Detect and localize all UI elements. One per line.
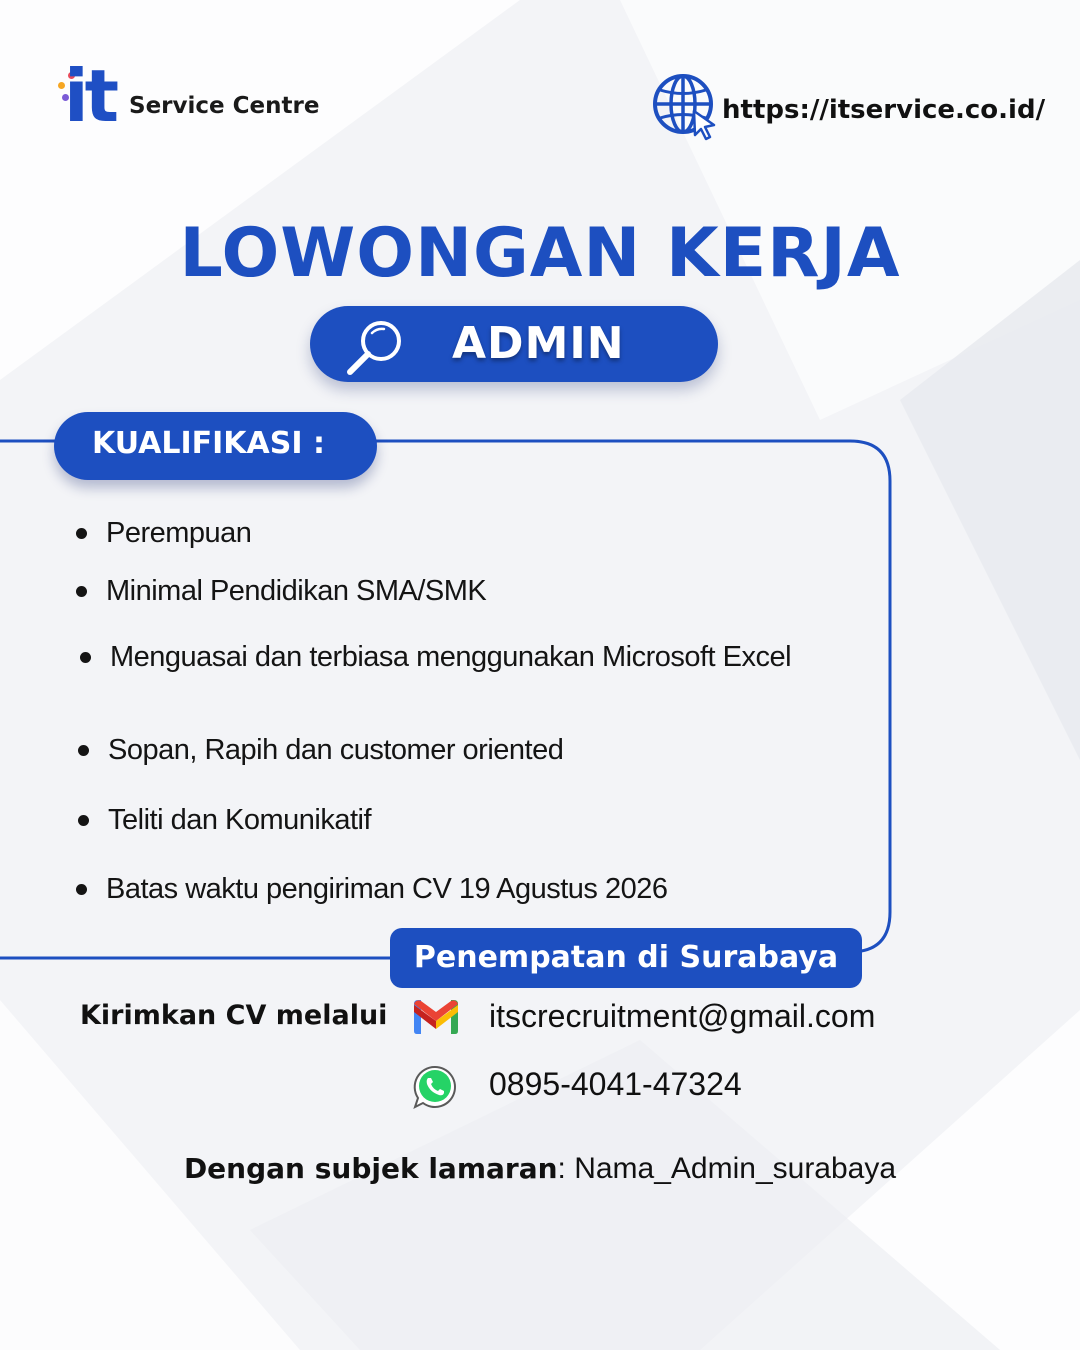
website-url: https://itservice.co.id/ bbox=[722, 95, 1046, 125]
bullet-icon bbox=[76, 528, 87, 539]
logo-text: Service Centre bbox=[129, 93, 320, 119]
bullet-icon bbox=[76, 586, 87, 597]
page-title: LOWONGAN KERJA bbox=[179, 214, 901, 293]
subject-value: Nama_Admin_surabaya bbox=[574, 1152, 897, 1185]
bullet-icon bbox=[78, 745, 89, 756]
position-title: ADMIN bbox=[452, 318, 625, 369]
application-subject bbox=[0, 1152, 1080, 1186]
whatsapp-icon bbox=[412, 1064, 458, 1110]
subject-separator: : bbox=[557, 1152, 575, 1185]
bullet-icon bbox=[76, 884, 87, 895]
website-link[interactable] bbox=[652, 73, 1072, 143]
qualification-header bbox=[54, 412, 377, 480]
bullet-icon bbox=[78, 815, 89, 826]
magnifier-icon bbox=[344, 316, 406, 378]
globe-cursor-icon bbox=[652, 73, 720, 141]
placement-label: Penempatan di Surabaya bbox=[413, 940, 839, 975]
contact-email[interactable]: itscrecruitment@gmail.com bbox=[489, 998, 876, 1034]
placement-badge bbox=[390, 928, 862, 988]
gmail-icon bbox=[412, 998, 460, 1036]
contact-phone[interactable]: 0895-4041-47324 bbox=[489, 1066, 742, 1102]
bullet-icon bbox=[80, 652, 91, 663]
logo-mark: it bbox=[64, 54, 116, 138]
subject-label: Dengan subjek lamaran bbox=[183, 1152, 558, 1185]
send-cv-label: Kirimkan CV melalui bbox=[80, 1000, 388, 1031]
qualification-header-label: KUALIFIKASI : bbox=[92, 426, 325, 461]
logo bbox=[58, 54, 338, 144]
position-badge bbox=[310, 306, 718, 382]
